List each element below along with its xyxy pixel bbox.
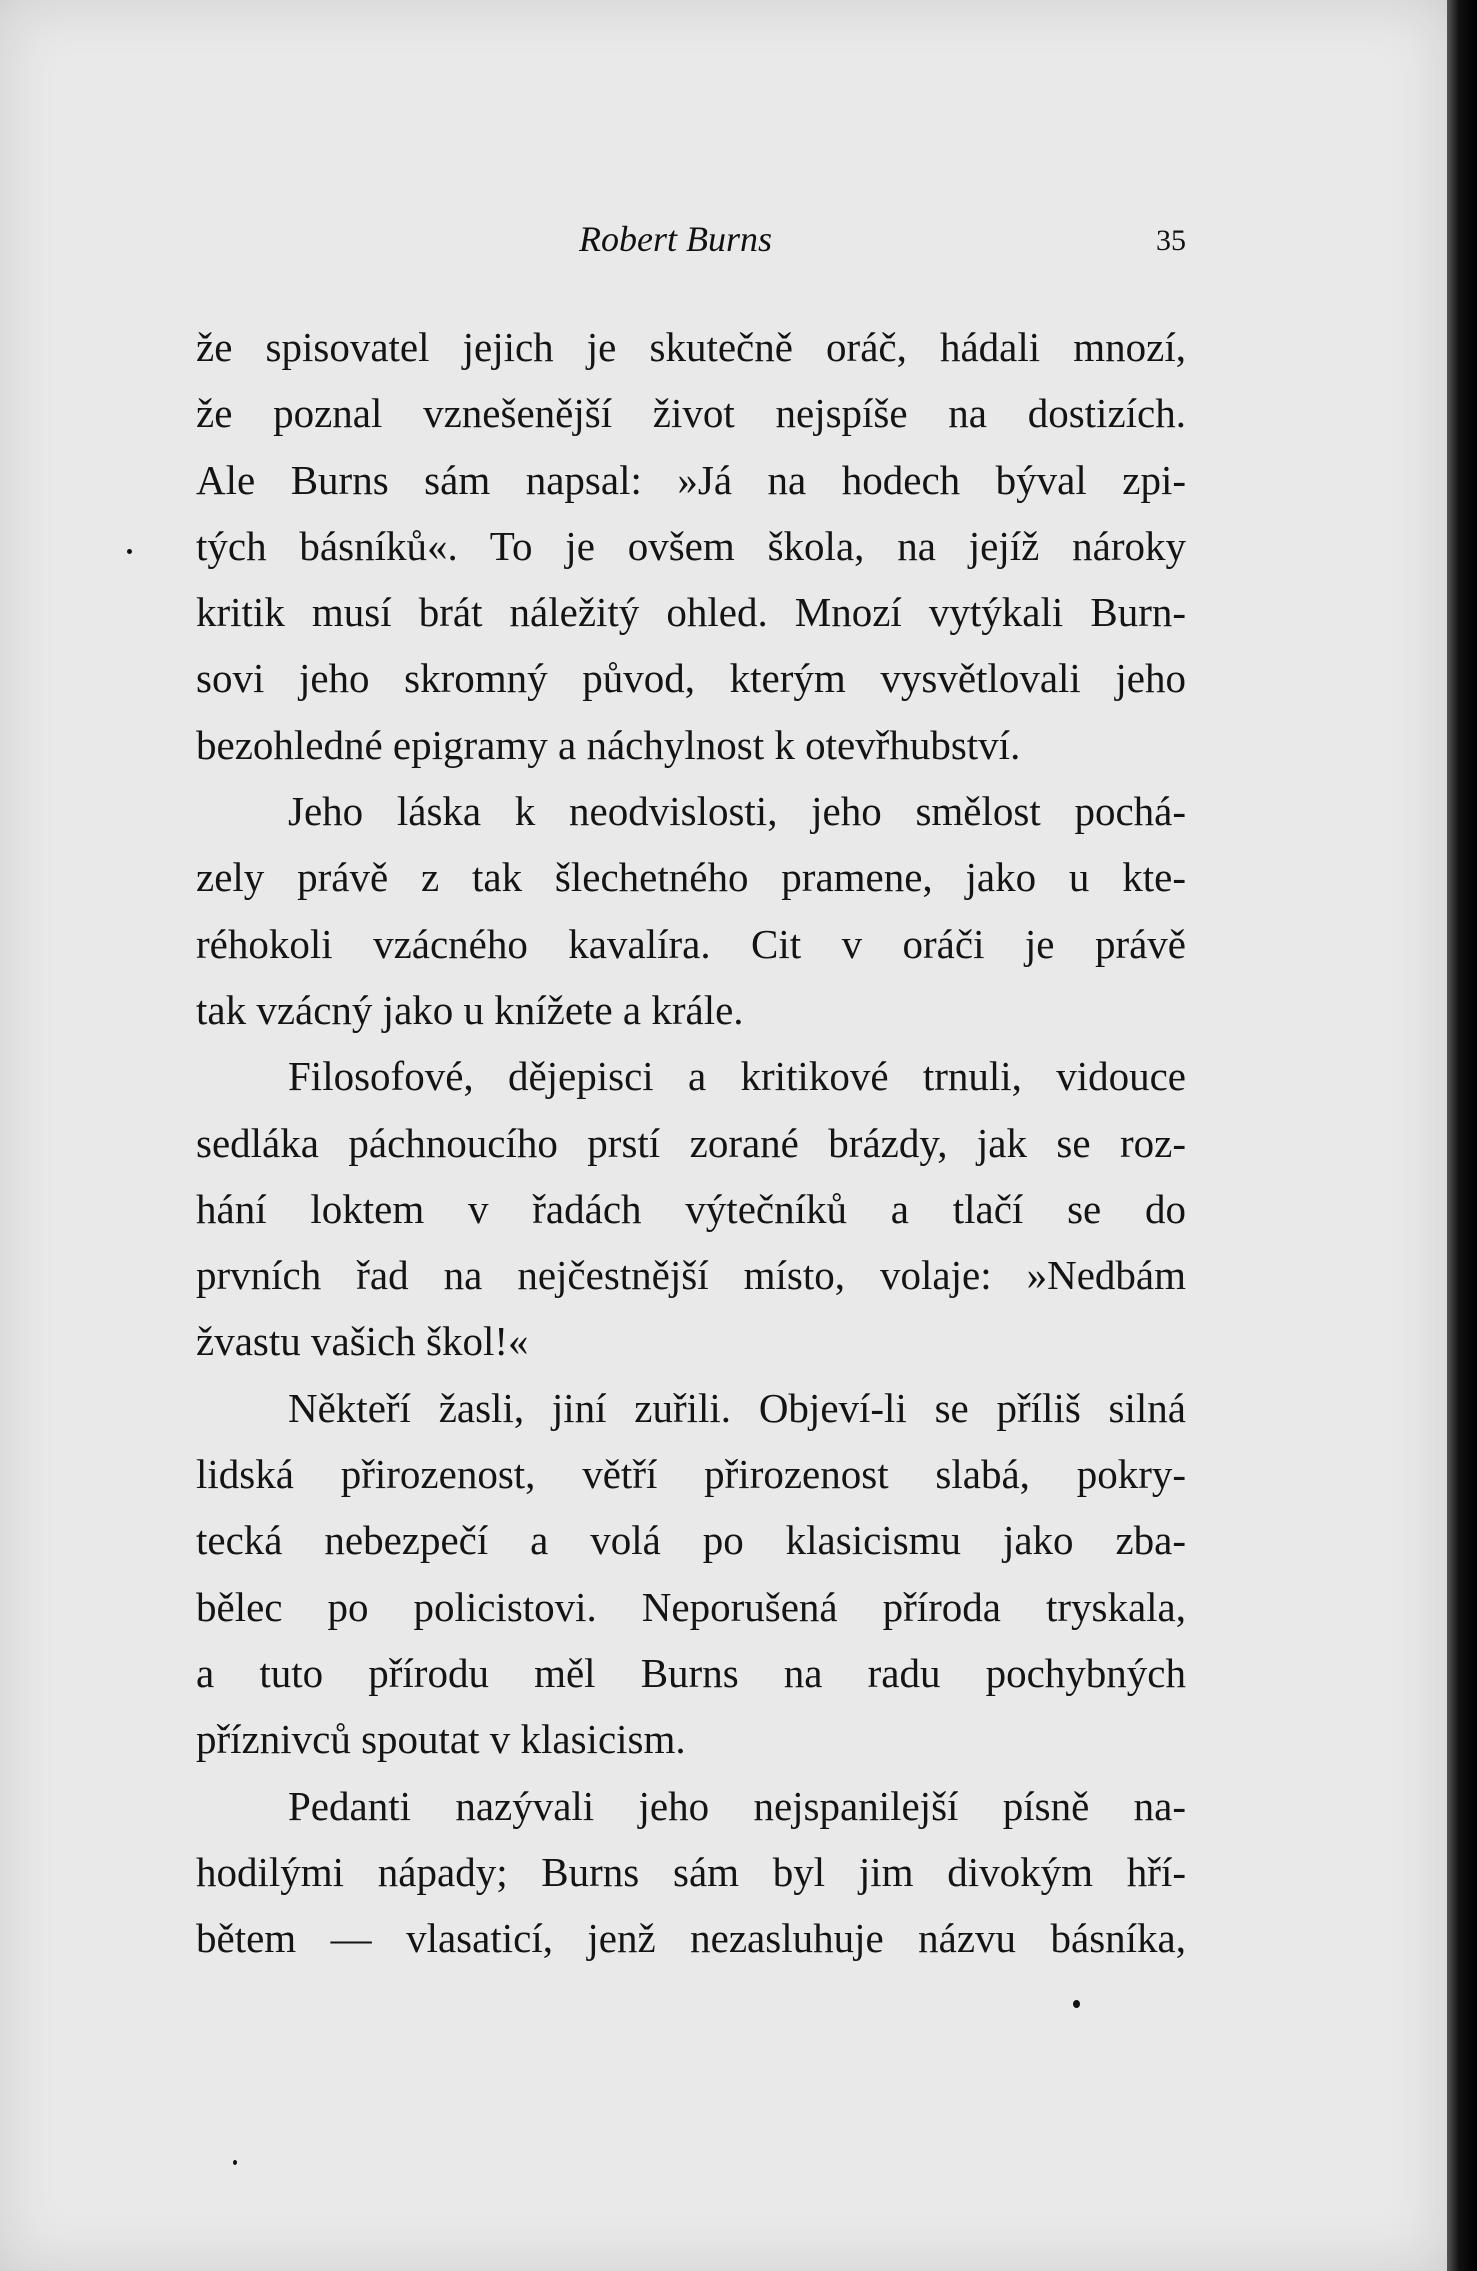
- scan-speck: [1073, 2000, 1080, 2008]
- page-edge-shadow: [1447, 0, 1477, 2271]
- text-line: tak vzácný jako u knížete a krále.: [196, 986, 744, 1033]
- text-line: že spisovatel jejich je skutečně oráč, hádali mnozí,: [196, 324, 1186, 370]
- text-line: Pedanti nazývali jeho nejspanilejší písně na-: [288, 1782, 1186, 1829]
- text-line: Někteří žasli, jiní zuřili. Objeví-li se příliš silná: [288, 1384, 1186, 1431]
- text-line: Filosofové, dějepisci a kritikové trnuli, vidouce: [288, 1053, 1186, 1100]
- text-line: žvastu vašich škol!«: [196, 1318, 529, 1365]
- text-line: a tuto přírodu měl Burns na radu pochybných: [196, 1649, 1186, 1696]
- text-line: prvních řad na nejčestnější místo, volaje: »Nedbám: [196, 1252, 1186, 1299]
- text-line: tých básníků«. To je ovšem škola, na jejíž nároky: [196, 522, 1186, 569]
- text-line: tecká nebezpečí a volá po klasicismu jako zba-: [196, 1517, 1186, 1564]
- text-line: bětem — vlasaticí, jenž nezasluhuje názvu básníka,: [196, 1915, 1186, 1962]
- text-line: hodilými nápady; Burns sám byl jim divokým hří-: [196, 1848, 1186, 1895]
- scan-speck: [233, 2160, 237, 2165]
- text-line: Ale Burns sám napsal: »Já na hodech býval zpi-: [196, 456, 1186, 503]
- text-line: hání loktem v řadách výtečníků a tlačí se do: [196, 1185, 1186, 1232]
- text-line: lidská přirozenost, větří přirozenost slabá, pokry-: [196, 1451, 1186, 1498]
- text-line: Jeho láska k neodvislosti, jeho smělost pochá-: [288, 788, 1186, 835]
- text-line: že poznal vznešenější život nejspíše na dostizích.: [196, 390, 1186, 437]
- page-header: [196, 218, 1186, 278]
- running-title: Robert Burns: [579, 219, 772, 259]
- page-number: 35: [1156, 224, 1186, 257]
- text-line: příznivců spoutat v klasicism.: [196, 1716, 686, 1763]
- body-text: [196, 314, 1186, 1971]
- text-line: réhokoli vzácného kavalíra. Cit v oráči je právě: [196, 920, 1186, 967]
- text-line: kritik musí brát náležitý ohled. Mnozí vytýkali Burn-: [196, 589, 1186, 636]
- text-line: sedláka páchnoucího prstí zorané brázdy, jak se roz-: [196, 1119, 1186, 1166]
- scan-speck: [127, 549, 132, 554]
- text-line: zely právě z tak šlechetného pramene, jako u kte-: [196, 854, 1186, 901]
- text-line: bělec po policistovi. Neporušená příroda tryskala,: [196, 1583, 1186, 1630]
- text-line: bezohledné epigramy a náchylnost k otevřhubství.: [196, 721, 1021, 768]
- text-line: sovi jeho skromný původ, kterým vysvětlovali jeho: [196, 655, 1186, 702]
